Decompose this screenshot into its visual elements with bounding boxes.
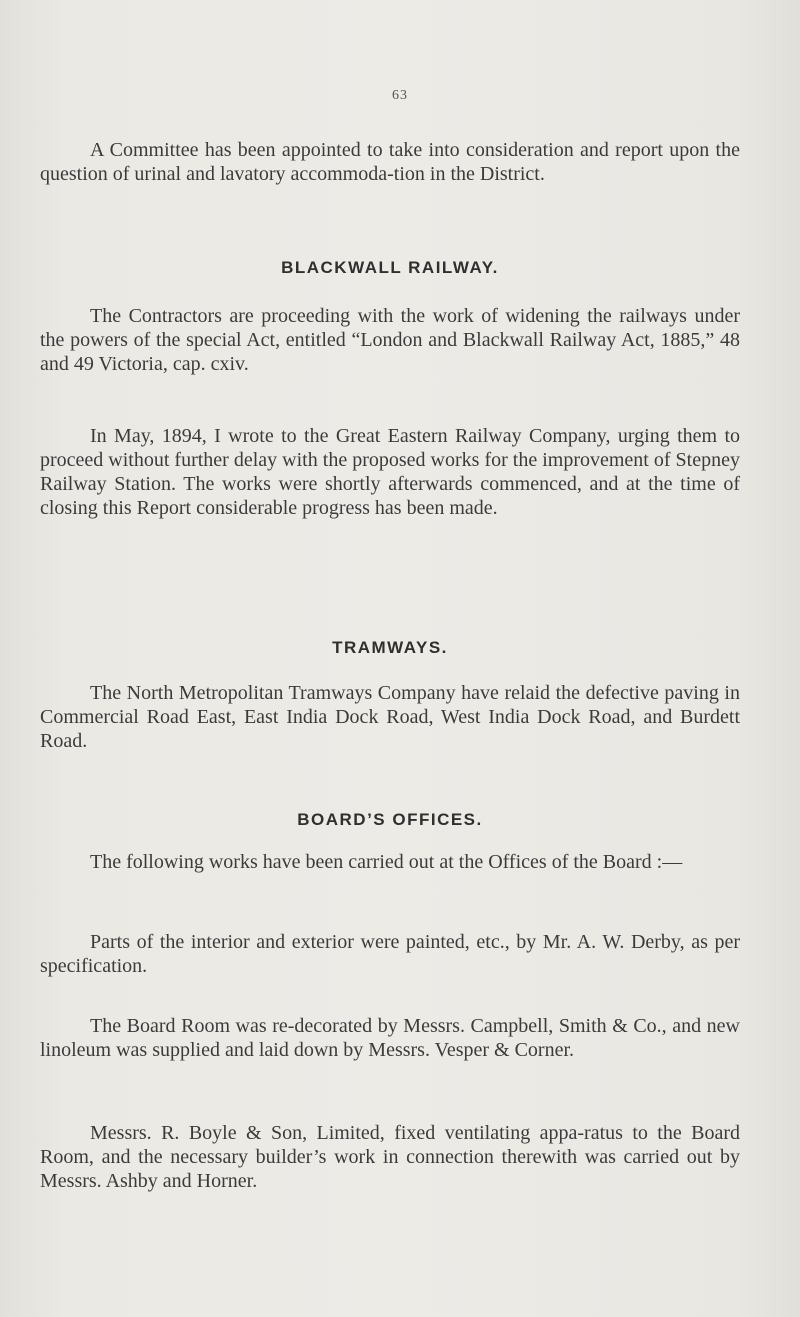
paragraph-tramways-1: The North Metropolitan Tramways Company have relaid the defective paving in Commercial Road East, East India Dock Road, West India Dock Road, and Burdett Road.	[40, 682, 740, 752]
paragraph-offices-2: Parts of the interior and exterior were painted, etc., by Mr. A. W. Derby, as per specification.	[40, 931, 740, 977]
paragraph-offices-3: The Board Room was re-decorated by Messrs. Campbell, Smith & Co., and new linoleum was supplied and laid down by Messrs. Vesper & Corner.	[40, 1015, 740, 1061]
paragraph-offices-4: Messrs. R. Boyle & Son, Limited, fixed ventilating appa-ratus to the Board Room, and the necessary builder’s work in connection therewith was carried out by Messrs. Ashby and Horner.	[40, 1122, 740, 1192]
heading-tramways: TRAMWAYS.	[332, 638, 448, 657]
heading-blackwall-railway: BLACKWALL RAILWAY.	[281, 258, 499, 277]
page-number: 63	[392, 88, 408, 103]
paragraph-offices-1: The following works have been carried out at the Offices of the Board :—	[90, 851, 683, 873]
heading-boards-offices: BOARD’S OFFICES.	[297, 810, 483, 829]
paragraph-blackwall-1: The Contractors are proceeding with the work of widening the railways under the powers of the special Act, entitled “London and Blackwall Railway Act, 1885,” 48 and 49 Victoria, cap. cxiv.	[40, 305, 740, 375]
intro-paragraph: A Committee has been appointed to take into consideration and report upon the question of urinal and lavatory accommoda-tion in the District.	[40, 139, 740, 185]
paragraph-blackwall-2: In May, 1894, I wrote to the Great Eastern Railway Company, urging them to proceed without further delay with the proposed works for the improvement of Stepney Railway Station. The works were shortly afterwards commenced, and at the time of closing this Report considerable progress has been made.	[40, 425, 740, 519]
